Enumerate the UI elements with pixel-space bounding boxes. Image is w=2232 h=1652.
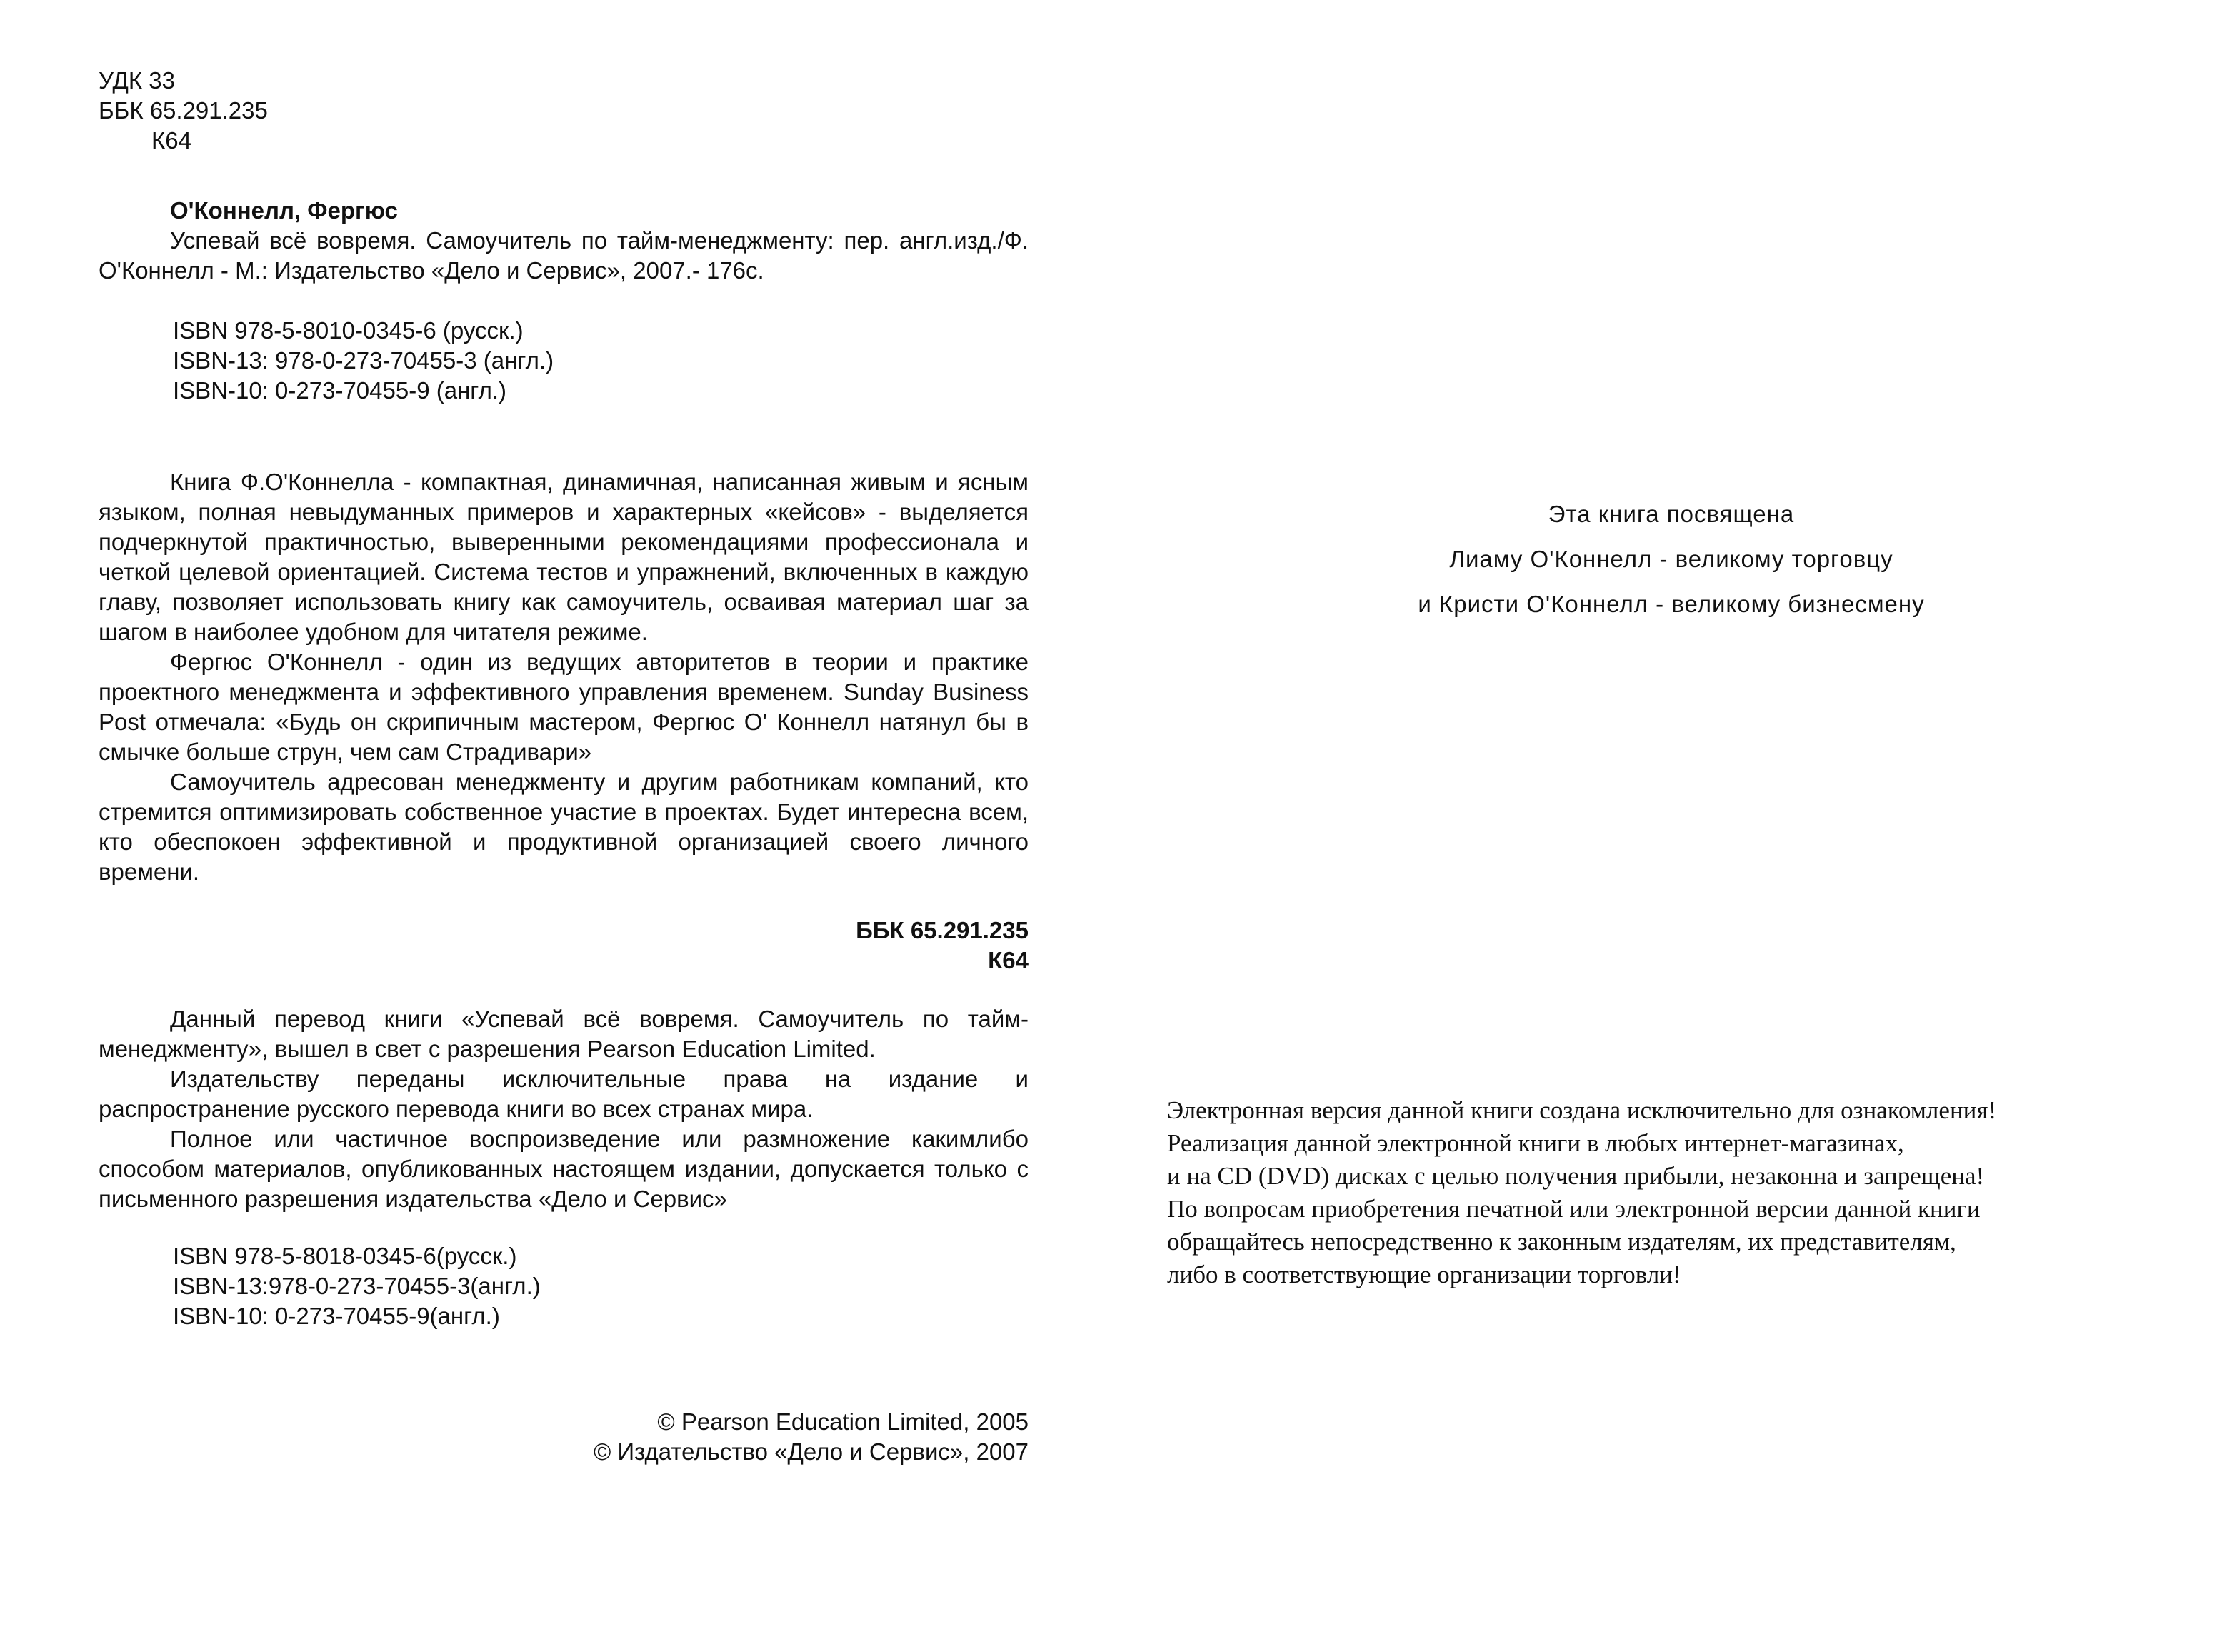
license-paragraph: Полное или частичное воспроизведение или размножение какимлибо способом материалов, опубликованных настоящем издании, допускается только с письменного разрешения издательства «Дело и Сервис»: [99, 1126, 1029, 1212]
annotation: [99, 467, 1029, 887]
classification-codes: [99, 66, 1029, 156]
udk-code: УДК 33: [99, 67, 175, 94]
annotation-paragraph: Самоучитель адресован менеджменту и другим работникам компаний, кто стремится оптимизировать собственное участие в проектах. Будет интересна всем, кто обеспокоен эффективной и продуктивной организацией своего личного времени.: [99, 769, 1029, 885]
electronic-version-notice: [1167, 1094, 2181, 1291]
isbn-list-top: [99, 316, 1029, 406]
annotation-paragraph: Книга Ф.О'Коннелла - компактная, динамичная, написанная живым и ясным языком, полная невыдуманных примеров и характерных «кейсов» - выделяется подчеркнутой практичностью, выверенными рекомендациями профессионала и четкой целевой ориентацией. Система тестов и упражнений, включенных в каждую главу, позволяет использовать книгу как самоучитель, осваивая материал шаг за шагом в наиболее удобном для читателя режиме.: [99, 469, 1029, 645]
isbn-list-bottom: [99, 1241, 1029, 1331]
dedication: [1257, 491, 2086, 626]
license-notice: [99, 1004, 1029, 1214]
dedication-line: и Кристи О'Коннелл - великому бизнесмену: [1418, 591, 1925, 617]
isbn-line: ISBN 978-5-8010-0345-6 (русск.): [173, 317, 524, 344]
copyright-line: © Pearson Education Limited, 2005: [657, 1408, 1029, 1435]
copyright-line: © Издательство «Дело и Сервис», 2007: [593, 1438, 1029, 1465]
isbn-line: ISBN-13:978-0-273-70455-3(англ.): [173, 1273, 541, 1299]
notice-line: Реализация данной электронной книги в любых интернет-магазинах,: [1167, 1129, 1904, 1157]
isbn-line: ISBN-13: 978-0-273-70455-3 (англ.): [173, 347, 554, 374]
author-name: О'Коннелл, Фергюс: [170, 197, 398, 224]
dedication-line: Эта книга посвящена: [1548, 501, 1795, 527]
notice-line: и на CD (DVD) дисках с целью получения прибыли, незаконна и запрещена!: [1167, 1162, 1985, 1190]
left-page: [99, 66, 1029, 1467]
license-paragraph: Данный перевод книги «Успевай всё вовремя. Самоучитель по тайм-менеджменту», вышел в свет с разрешения Pearson Education Limited.: [99, 1006, 1029, 1062]
dedication-line: Лиаму О'Коннелл - великому торговцу: [1449, 546, 1893, 572]
bbk-index-right: [99, 916, 1029, 976]
bibliographic-description: Успевай всё вовремя. Самоучитель по тайм-менеджменту: пер. англ.изд./Ф. О'Коннелл - М.: Издательство «Дело и Сервис», 2007.- 176с.: [99, 227, 1029, 284]
notice-line: либо в соответствующие организации торговли!: [1167, 1261, 1681, 1288]
author-mark: К64: [151, 127, 191, 154]
notice-line: обращайтесь непосредственно к законным издателям, их представителям,: [1167, 1228, 1956, 1256]
bbk-code-right: ББК 65.291.235: [856, 917, 1029, 943]
isbn-line: ISBN-10: 0-273-70455-9 (англ.): [173, 377, 507, 404]
copyright-block: [99, 1407, 1029, 1467]
isbn-line: ISBN 978-5-8018-0345-6(русск.): [173, 1243, 517, 1269]
bbk-code: ББК 65.291.235: [99, 97, 268, 124]
notice-line: Электронная версия данной книги создана исключительно для ознакомления!: [1167, 1096, 1997, 1124]
author-mark-right: К64: [988, 947, 1029, 973]
annotation-paragraph: Фергюс О'Коннелл - один из ведущих авторитетов в теории и практике проектного менеджмента и эффективного управления временем. Sunday Business Post отмечала: «Будь он скрипичным мастером, Фергюс О' Коннелл натянул бы в смычке больше струн, чем сам Страдивари»: [99, 649, 1029, 765]
isbn-line: ISBN-10: 0-273-70455-9(англ.): [173, 1303, 500, 1329]
license-paragraph: Издательству переданы исключительные права на издание и распространение русского перевода книги во всех странах мира.: [99, 1066, 1029, 1122]
notice-line: По вопросам приобретения печатной или электронной версии данной книги: [1167, 1195, 1981, 1223]
